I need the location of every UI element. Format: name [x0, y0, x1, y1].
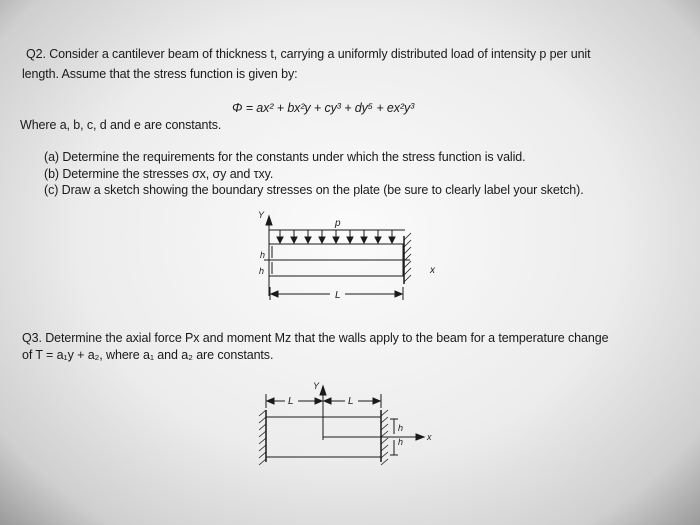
q3-y-label: Y [313, 381, 320, 391]
q3-h-top-label: h [398, 423, 404, 433]
q3-line-1: Q3. Determine the axial force Px and moment Mz that the walls apply to the beam for a temperature change [22, 331, 609, 345]
q3-line-2: of T = a₁y + a₂, where a₁ and a₂ are constants. [22, 348, 274, 362]
q2-load-arrows [277, 230, 395, 243]
q3-left-length-label: L [288, 396, 294, 407]
q2-stress-function: Φ = ax² + bx²y + cy³ + dy⁵ + ex²y³ [232, 101, 415, 115]
q3-x-axis-arrow [416, 434, 424, 440]
q2-y-axis-arrow [266, 216, 272, 225]
q2-x-label: x [430, 265, 435, 276]
q2-wall-hatch [404, 233, 411, 282]
q2-line-1: Q2. Consider a cantilever beam of thickness t, carrying a uniformly distributed load of intensity p per unit [26, 47, 591, 61]
q2-part-a: (a) Determine the requirements for the constants under which the stress function is valid. [44, 150, 526, 164]
q2-y-label: Y [258, 210, 265, 220]
q3-right-length-label: L [348, 396, 354, 407]
q2-line-2: length. Assume that the stress function is given by: [22, 67, 298, 81]
q2-length-label: L [335, 290, 341, 301]
q2-part-c: (c) Draw a sketch showing the boundary stresses on the plate (be sure to clearly label your sketch). [44, 183, 584, 197]
q2-h-bottom-label: h [259, 266, 265, 276]
q3-left-wall-hatch [259, 410, 266, 465]
q2-where-line: Where a, b, c, d and e are constants. [20, 118, 222, 132]
q2-load-label: p [335, 218, 341, 229]
q2-part-b: (b) Determine the stresses σx, σy and τxy. [44, 167, 274, 181]
q3-x-label: x [427, 432, 432, 442]
q2-h-top-label: h [260, 250, 266, 260]
q3-y-axis-arrow [320, 386, 326, 395]
q3-h-bottom-label: h [398, 437, 404, 447]
